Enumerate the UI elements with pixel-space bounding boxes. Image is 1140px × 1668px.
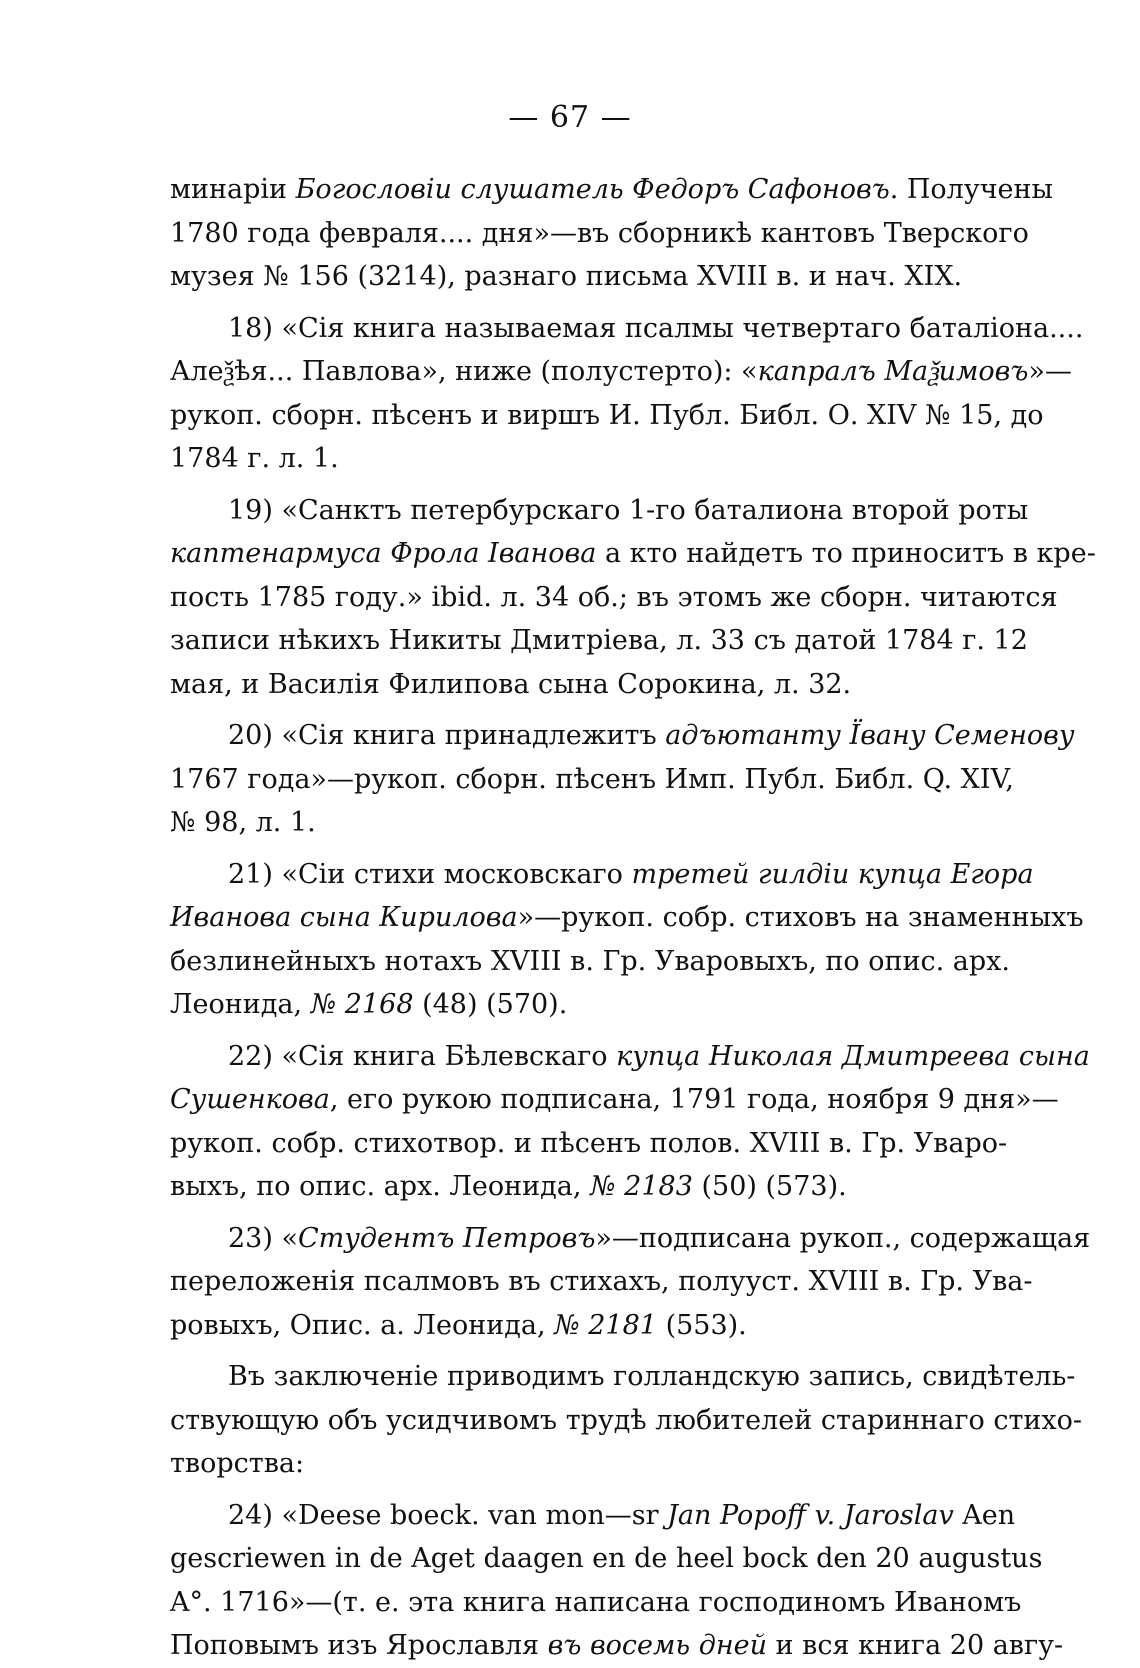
text-run: Поповымъ изъ Ярославля <box>170 1630 548 1661</box>
text-run: 22) «Сія книга Бѣлевскаго <box>228 1040 617 1072</box>
text-run: выхъ, по опис. арх. Леонида, <box>170 1171 591 1202</box>
text-run: Въ заключеніе приводимъ голландскую запись, свидѣтель- <box>228 1361 1076 1392</box>
text-line <box>170 1217 1091 1261</box>
italic-text: Иванова сына Кирилова <box>170 902 518 933</box>
text-line <box>170 1035 1090 1079</box>
italic-text: каптенармуса Фрола Іванова <box>170 538 597 569</box>
italic-text: № 2168 <box>310 989 414 1020</box>
text-run: рукоп. сборн. пѣсенъ и виршъ И. Публ. Библ. О. XIV № 15, до <box>170 399 1044 431</box>
text-run: (50) (573). <box>692 1171 847 1202</box>
text-line <box>170 307 1084 351</box>
text-line <box>170 212 1029 256</box>
text-line <box>170 1537 1043 1581</box>
text-run: »— <box>1028 356 1072 387</box>
italic-text: Jan Popoff v. Jaroslav <box>667 1499 954 1531</box>
text-run: 18) «Сія книга называемая псалмы четвертаго баталіона.... <box>228 312 1084 344</box>
text-run: а кто найдетъ то приноситъ в кре- <box>596 538 1096 569</box>
text-line <box>170 940 1010 984</box>
text-line <box>170 1494 1016 1538</box>
text-run: и вся книга 20 авгу- <box>766 1630 1064 1661</box>
text-line <box>170 896 1084 940</box>
text-line <box>170 532 1096 576</box>
text-line <box>170 1304 1010 1348</box>
text-line <box>170 619 1028 663</box>
text-run: творства: <box>170 1448 305 1479</box>
text-line <box>170 1078 1059 1122</box>
text-run: ровыхъ, Опис. а. Леонида, <box>170 1309 555 1341</box>
text-line <box>170 1165 1010 1209</box>
text-line <box>170 489 1029 533</box>
text-run: безлинейныхъ нотахъ XVIII в. Гр. Уваровыхъ, по опис. арх. <box>170 945 1010 977</box>
text-run: 24) «Deese boeck. van mon—sr <box>228 1499 668 1531</box>
text-run: 21) «Сіи стихи московскаго <box>228 858 632 890</box>
text-line <box>170 576 1058 620</box>
text-run: 23) « <box>228 1222 298 1254</box>
text-run: Алеѯѣя... Павлова», ниже (полустерто): « <box>170 356 758 387</box>
text-run: A°. 1716»—(т. е. эта книга написана господиномъ Иваномъ <box>170 1586 1022 1618</box>
text-line <box>170 1399 1082 1443</box>
text-line <box>170 168 1054 212</box>
text-run: ствующую объ усидчивомъ трудѣ любителей стариннаго стихо- <box>170 1404 1082 1436</box>
text-run: минаріи <box>170 174 296 205</box>
text-run: 1784 г. л. 1. <box>170 443 339 474</box>
italic-text: въ восемь дней <box>547 1630 767 1661</box>
italic-text: № 2181 <box>554 1309 657 1341</box>
text-run: . Получены <box>889 174 1054 205</box>
text-line <box>170 983 1010 1027</box>
text-run: № 98, л. 1. <box>170 807 316 838</box>
italic-text: Богословіи слушатель Федоръ Сафоновъ <box>295 174 890 205</box>
text-line <box>170 801 1010 845</box>
italic-text: Студентъ Петровъ <box>298 1222 596 1254</box>
text-run: музея № 156 (3214), разнаго письма XVIII в. и нач. XIX. <box>170 261 963 292</box>
italic-text: Сушенкова <box>170 1084 330 1115</box>
italic-text: купца Николая Дмитреева сына <box>616 1040 1090 1072</box>
text-line <box>170 714 1075 758</box>
text-line <box>170 350 1072 394</box>
italic-text: № 2183 <box>590 1171 693 1202</box>
text-line <box>170 1624 1064 1668</box>
body-text <box>170 168 1096 1668</box>
text-line <box>170 1581 1022 1625</box>
text-run: мая, и Василія Филипова сына Сорокина, л. 32. <box>170 668 852 700</box>
text-run: переложенія псалмовъ въ стихахъ, полууст. XVIII в. Гр. Ува- <box>170 1266 1033 1297</box>
text-run: 19) «Санктъ петербурскаго 1-го баталиона второй роты <box>228 494 1029 526</box>
text-run: gescriewen in de Aget daagen en de heel bock den 20 augustus <box>170 1543 1043 1574</box>
text-line <box>170 1260 1033 1304</box>
text-run: Леонида, <box>170 989 311 1020</box>
italic-text: капралъ Маѯимовъ <box>757 356 1029 387</box>
text-run: рукоп. собр. стихотвор. и пѣсенъ полов. XVIII в. Гр. Уваро- <box>170 1127 1008 1159</box>
text-run: 1767 года»—рукоп. сборн. пѣсенъ Имп. Публ. Библ. Q. XIV, <box>170 763 1014 795</box>
page-number: — 67 — <box>508 100 632 135</box>
text-line <box>170 437 1010 481</box>
text-run: , его рукою подписана, 1791 года, ноября 9 дня»— <box>329 1084 1059 1115</box>
text-line <box>170 1122 1010 1166</box>
text-run: »—рукоп. собр. стиховъ на знаменныхъ <box>517 902 1084 933</box>
text-line <box>170 853 1034 897</box>
text-line <box>170 255 1010 299</box>
text-run: (48) (570). <box>413 989 568 1020</box>
text-run: (553). <box>656 1309 747 1341</box>
text-run: 1780 года февраля.... дня»—въ сборникѣ кантовъ Тверского <box>170 217 1029 249</box>
text-run: »—подписана рукоп., содержащая <box>595 1222 1091 1254</box>
text-line <box>170 1355 1076 1399</box>
italic-text: третей гилдіи купца Егора <box>631 858 1034 890</box>
italic-text: адъютанту Ївану Семенову <box>665 720 1075 751</box>
text-run: 20) «Сія книга принадлежитъ <box>228 720 666 751</box>
text-line <box>170 1442 1010 1486</box>
text-line <box>170 663 1010 707</box>
text-run: пость 1785 году.» ibid. л. 34 об.; въ этомъ же сборн. читаются <box>170 581 1058 613</box>
text-run: Aen <box>953 1499 1016 1531</box>
text-line <box>170 758 1014 802</box>
text-run: записи нѣкихъ Никиты Дмитріева, л. 33 съ датой 1784 г. 12 <box>170 625 1028 656</box>
text-line <box>170 394 1044 438</box>
